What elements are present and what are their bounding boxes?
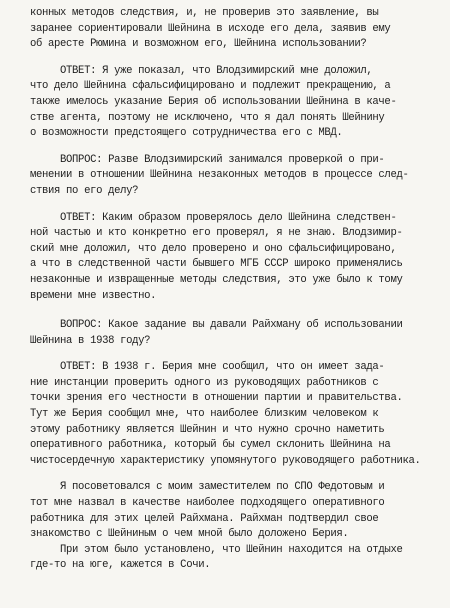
text-line: времени мне известно. — [30, 289, 157, 302]
text-line: заранее сориентировали Шейнина в исходе его дела, заявив ему — [30, 22, 391, 35]
text-line: а что в следственной части бывшего МГБ СССР широко применялись — [30, 258, 403, 271]
text-line: При этом было установлено, что Шейнин находится на отдыхе — [30, 543, 403, 556]
text-line: ВОПРОС: Какое задание вы давали Райхману об использовании — [30, 319, 403, 332]
text-line: ОТВЕТ: В 1938 г. Берия мне сообщил, что он имеет зада- — [30, 361, 385, 374]
paragraph-closing — [30, 543, 434, 574]
text-line: о возможности предстоящего сотрудничества его с МВД. — [30, 127, 343, 140]
question-paragraph-2 — [30, 318, 434, 349]
text-line: незаконные и извращенные методы следствия, это уже было к тому — [30, 273, 403, 286]
text-line: ский мне доложил, что дело проверено и оно сфальсифицировано, — [30, 242, 397, 255]
text-line: ОТВЕТ: Каким образом проверялось дело Шейнина следствен- — [30, 211, 397, 224]
paragraph-consultation — [30, 480, 434, 542]
text-line: этому работнику является Шейнин и что нужно срочно наметить — [30, 423, 385, 436]
text-line: ной частью и кто конкретно его проверял, я не знаю. Влодзимир- — [30, 227, 403, 240]
text-line: также имелось указание Берия об использовании Шейнина в каче- — [30, 95, 397, 108]
text-line: что дело Шейнина сфальсифицировано и подлежит прекращению, а — [30, 80, 391, 93]
text-line: стве агента, поэтому не исключено, что я дал понять Шейнину — [30, 111, 385, 124]
text-line: работника для этих целей Райхмана. Райхман подтвердил свое — [30, 512, 379, 525]
answer-paragraph-1 — [30, 64, 434, 142]
text-line: менении в отношении Шейнина незаконных методов в процессе след- — [30, 169, 409, 182]
text-line: точки зрения его честности в отношении партии и правительства. — [30, 392, 403, 405]
text-line: ВОПРОС: Разве Влодзимирский занимался проверкой о при- — [30, 153, 385, 166]
text-line: чистосердечную характеристику упомянутого руководящего работника. — [30, 454, 421, 467]
paragraph-1 — [30, 6, 434, 53]
text-line: ние инстанции проверить одного из руководящих работников с — [30, 376, 379, 389]
question-paragraph-1 — [30, 153, 434, 200]
text-line: ОТВЕТ: Я уже показал, что Влодзимирский мне доложил, — [30, 64, 373, 77]
text-line: Шейнина в 1938 году? — [30, 334, 151, 347]
text-line: оперативного работника, который бы сумел склонить Шейнина на — [30, 439, 391, 452]
answer-paragraph-3 — [30, 360, 434, 469]
text-line: тот мне назвал в качестве наиболее подходящего оперативного — [30, 497, 385, 510]
text-line: конных методов следствия, и, не проверив это заявление, вы — [30, 7, 379, 19]
answer-paragraph-2 — [30, 211, 434, 305]
text-line: где-то на юге, кажется в Сочи. — [30, 559, 211, 572]
text-line: знакомство с Шейниным о чем мной было доложено Берия. — [30, 528, 349, 541]
text-line: ствия по его делу? — [30, 184, 139, 197]
text-line: Тут же Берия сообщил мне, что наиболее близким человеком к — [30, 408, 379, 421]
text-line: об аресте Рюмина и возможном его, Шейнина использовании? — [30, 38, 367, 51]
text-line: Я посоветовался с моим заместителем по СПО Федотовым и — [30, 481, 385, 494]
